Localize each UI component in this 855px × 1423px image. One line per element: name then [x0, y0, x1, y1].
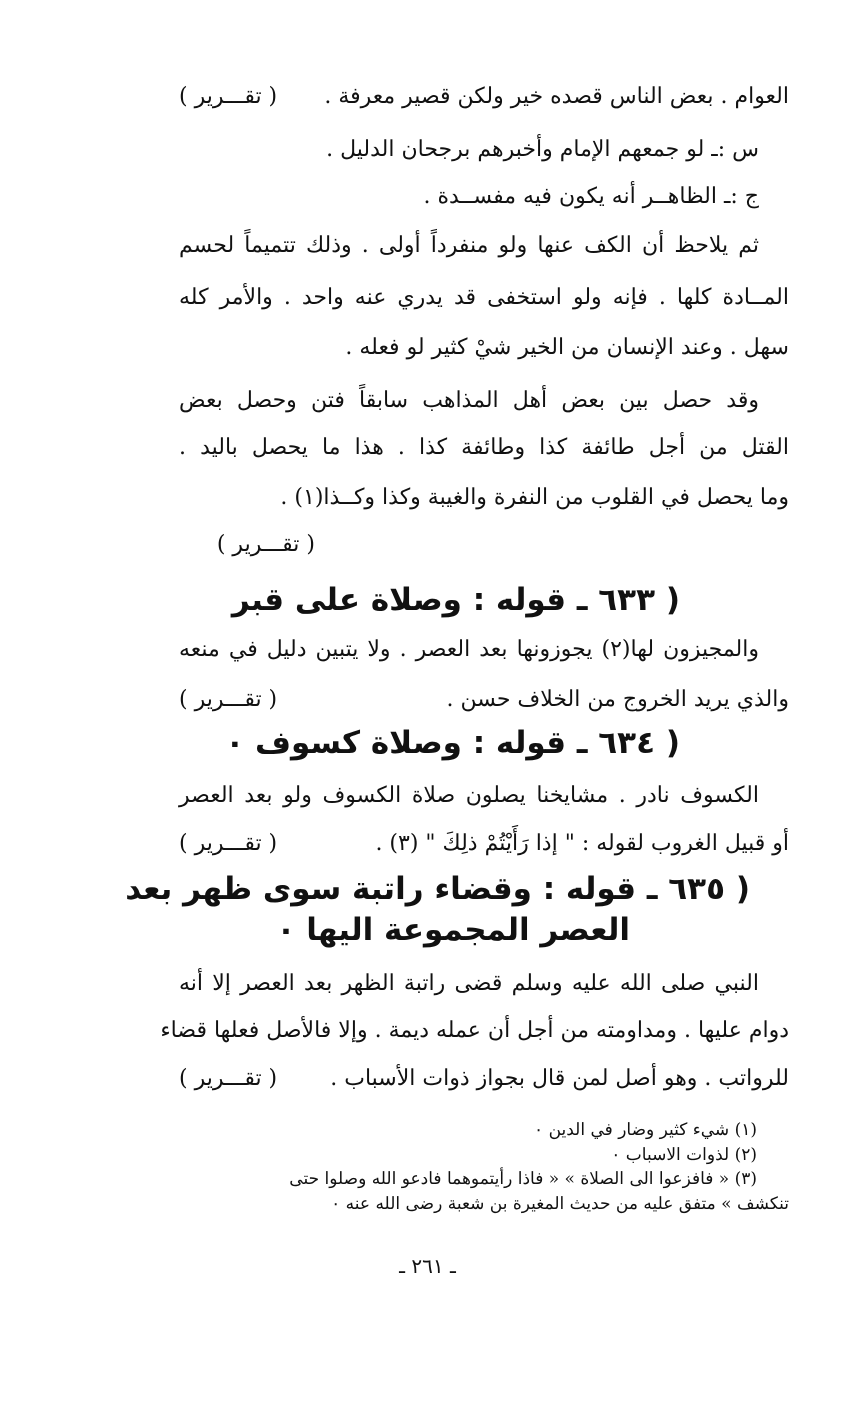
footnote: (٣) « فافزعوا الى الصلاة » « فاذا رأيتموهما فادعو الله وصلوا حتى	[289, 1169, 757, 1189]
taqrir-note: ( تقـــرير )	[179, 1066, 278, 1091]
text-line: وقد حصل بين بعض أهل المذاهب سابقاً فتن وحصل بعض	[179, 388, 759, 413]
text-line: ثم يلاحظ أن الكف عنها ولو منفرداً أولى . وذلك تتميماً لحسم	[179, 233, 759, 258]
text-line: وما يحصل في القلوب من النفرة والغيبة وكذا وكــذا(١) .	[280, 485, 789, 510]
text-line	[179, 80, 789, 114]
footnote: (٢) لذوات الاسباب ٠	[611, 1145, 757, 1165]
text-line	[179, 683, 789, 717]
footnote: تنكشف » متفق عليه من حديث المغيرة بن شعبة رضى الله عنه ٠	[331, 1194, 789, 1214]
line-text: والذي يريد الخروج من الخلاف حسن .	[446, 687, 789, 712]
text-line: الكسوف نادر . مشايخنا يصلون صلاة الكسوف ولو بعد العصر	[179, 783, 759, 808]
taqrir-note: ( تقـــرير )	[179, 831, 278, 856]
question-line: س :ـ لو جمعهم الإمام وأخبرهم برجحان الدليل .	[326, 137, 759, 162]
text-line: النبي صلى الله عليه وسلم قضى راتبة الظهر بعد العصر إلا أنه	[179, 971, 759, 996]
taqrir-note: ( تقـــرير )	[179, 84, 278, 109]
footnote: (١) شيء كثير وضار في الدين ٠	[534, 1120, 757, 1140]
text-line: المــادة كلها . فإنه ولو استخفى قد يدري عنه واحد . والأمر كله	[179, 285, 789, 310]
taqrir-note: ( تقـــرير )	[216, 532, 315, 557]
text-line: دوام عليها . ومداومته من أجل أن عمله ديمة . وإلا فالأصل فعلها قضاء	[160, 1018, 789, 1043]
section-heading-635: ( ٦٣٥ ـ قوله : وقضاء راتبة سوى ظهر بعد	[125, 871, 750, 907]
text-line: القتل من أجل طائفة كذا وطائفة كذا . هذا ما يحصل باليد .	[179, 435, 789, 460]
section-heading-633: ( ٦٣٣ ـ قوله : وصلاة على قبر	[231, 582, 680, 618]
page-number: ـ ٢٦١ ـ	[399, 1254, 456, 1278]
section-heading-634: ( ٦٣٤ ـ قوله : وصلاة كسوف ٠	[225, 725, 680, 761]
line-text: أو قبيل الغروب لقوله : " إذا رَأَيْتُمْ ذلِكَ " (٣) .	[375, 831, 789, 856]
text-line	[179, 1062, 789, 1096]
text-line: والمجيزون لها(٢) يجوزونها بعد العصر . ولا يتبين دليل في منعه	[179, 637, 759, 662]
line-text: العوام . بعض الناس قصده خير ولكن قصير معرفة .	[324, 84, 789, 109]
answer-line: ج :ـ الظاهــر أنه يكون فيه مفســدة .	[423, 184, 759, 209]
section-heading-635-cont: العصر المجموعة اليها ٠	[276, 912, 630, 948]
taqrir-note: ( تقـــرير )	[179, 687, 278, 712]
text-line	[179, 827, 789, 861]
text-line: سهل . وعند الإنسان من الخير شيْ كثير لو فعله .	[345, 335, 789, 360]
line-text: للرواتب . وهو أصل لمن قال بجواز ذوات الأسباب .	[330, 1066, 789, 1091]
